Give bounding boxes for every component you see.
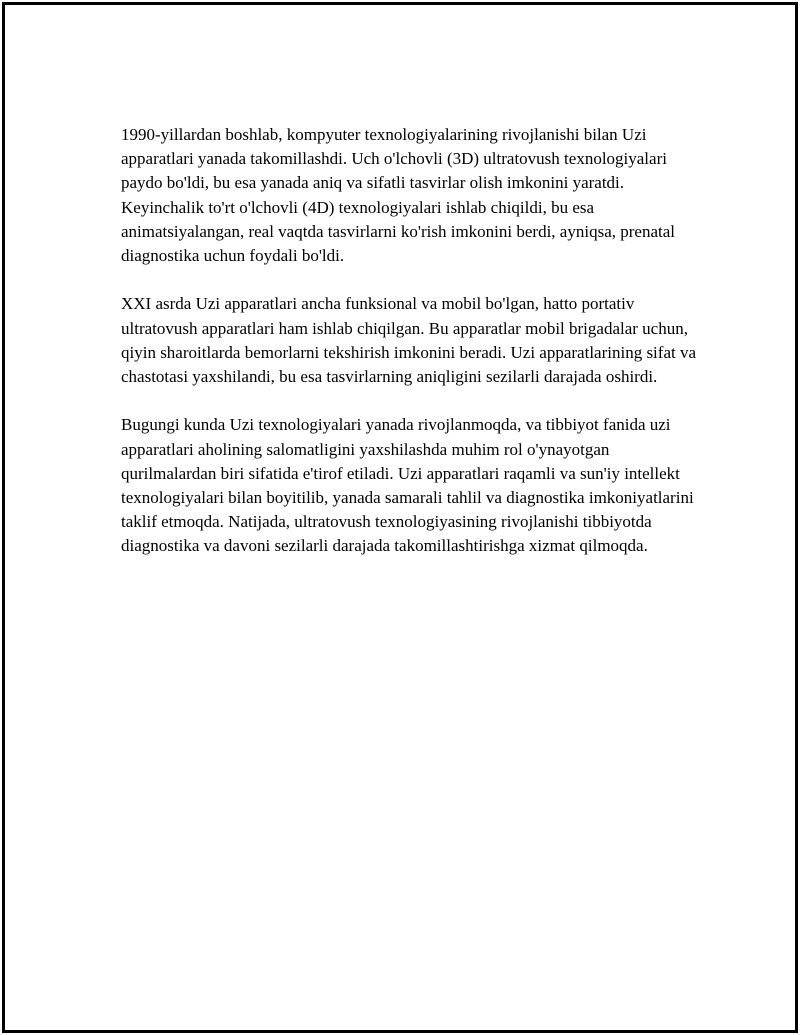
- document-body: [121, 123, 697, 583]
- page-frame: [2, 2, 798, 1033]
- paragraph-3: Bugungi kunda Uzi texnologiyalari yanada rivojlanmoqda, va tibbiyot fanida uzi apparatlari aholining salomatligini yaxshilashda muhim rol o'ynayotgan qurilmalardan biri sifatida e'tirof etiladi. Uzi apparatlari raqamli va sun'iy intellekt texnologiyalari bilan boyitilib, yanada samarali tahlil va diagnostika imkoniyatlarini taklif etmoqda. Natijada, ultratovush texnologiyasining rivojlanishi tibbiyotda diagnostika va davoni sezilarli darajada takomillashtirishga xizmat qilmoqda.: [121, 415, 694, 556]
- paragraph-2: XXI asrda Uzi apparatlari ancha funksional va mobil bo'lgan, hatto portativ ultratovush apparatlari ham ishlab chiqilgan. Bu apparatlar mobil brigadalar uchun, qiyin sharoitlarda bemorlarni tekshirish imkonini beradi. Uzi apparatlarining sifat va chastotasi yaxshilandi, bu esa tasvirlarning aniqligini sezilarli darajada oshirdi.: [121, 294, 697, 387]
- paragraph-1: 1990-yillardan boshlab, kompyuter texnologiyalarining rivojlanishi bilan Uzi apparatlari yanada takomillashdi. Uch o'lchovli (3D) ultratovush texnologiyalari paydo bo'ldi, bu esa yanada aniq va sifatli tasvirlar olish imkonini yaratdi. Keyinchalik to'rt o'lchovli (4D) texnologiyalari ishlab chiqildi, bu esa animatsiyalangan, real vaqtda tasvirlarni ko'rish imkonini berdi, ayniqsa, prenatal diagnostika uchun foydali bo'ldi.: [121, 125, 675, 266]
